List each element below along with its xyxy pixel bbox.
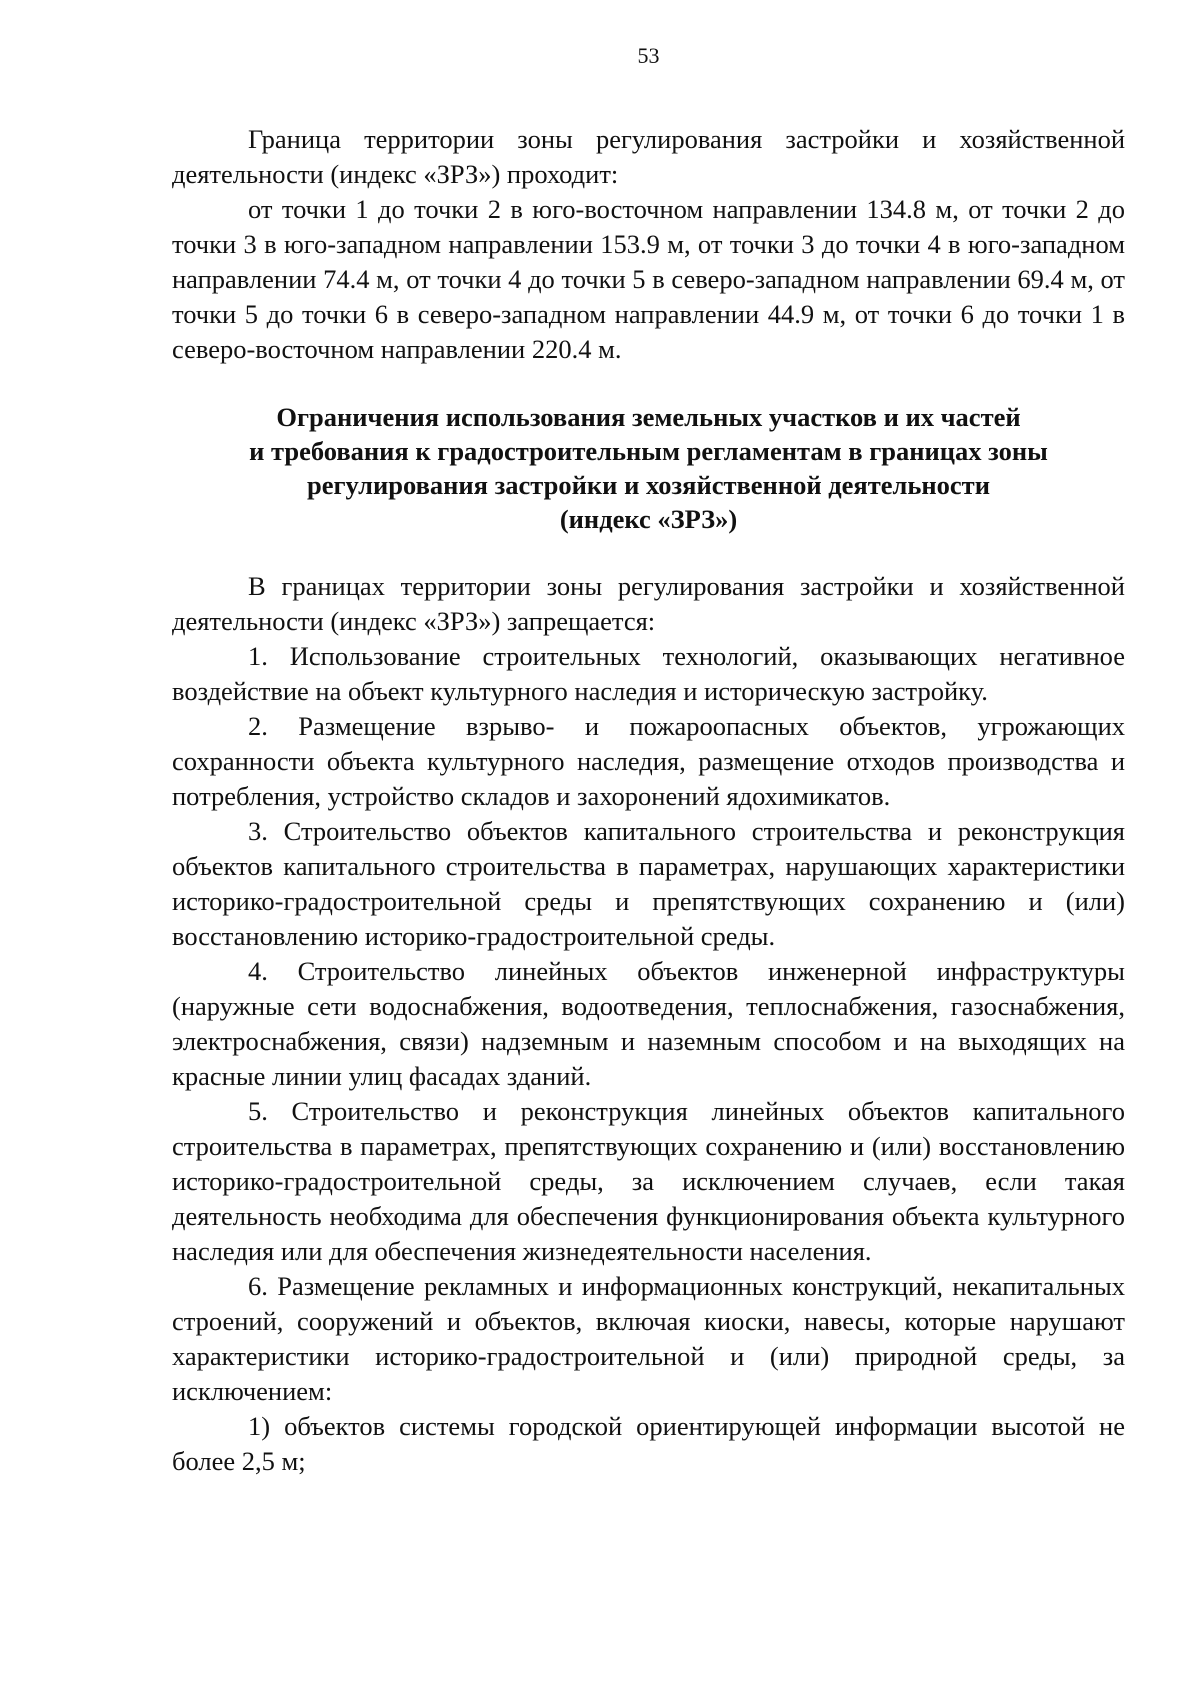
prohibition-item-4: 4. Строительство линейных объектов инженерной инфраструктуры (наружные сети водоснабжения, водоотведения, теплоснабжения, газоснабжения, электроснабжения, связи) надземным и наземным способом и на выходящих на красные линии улиц фасадах зданий. [172,956,1125,1091]
section-heading-line: регулирования застройки и хозяйственной деятельности [307,470,990,500]
page-number: 53 [637,43,660,68]
prohibition-item-1: 1. Использование строительных технологий, оказывающих негативное воздействие на объект культурного наследия и историческую застройку. [172,641,1125,706]
section-heading-line: Ограничения использования земельных участков и их частей [276,402,1021,432]
section-heading-line: и требования к градостроительным регламентам в границах зоны [249,436,1048,466]
prohibition-item-2: 2. Размещение взрыво- и пожароопасных объектов, угрожающих сохранности объекта культурного наследия, размещение отходов производства и потребления, устройство складов и захоронений ядохимикатов. [172,711,1125,811]
prohibitions-intro-paragraph: В границах территории зоны регулирования застройки и хозяйственной деятельности (индекс «ЗРЗ») запрещается: [172,571,1125,636]
boundary-points-paragraph: от точки 1 до точки 2 в юго-восточном направлении 134.8 м, от точки 2 до точки 3 в юго-западном направлении 153.9 м, от точки 3 до точки 4 в юго-западном направлении 74.4 м, от точки 4 до точки 5 в северо-западном направлении 69.4 м, от точки 5 до точки 6 в северо-западном направлении 44.9 м, от точки 6 до точки 1 в северо-восточном направлении 220.4 м. [172,194,1125,364]
section-heading-line: (индекс «ЗРЗ») [559,504,738,534]
prohibition-subitem-1: 1) объектов системы городской ориентирующей информации высотой не более 2,5 м; [172,1411,1125,1476]
section-heading [172,400,1125,536]
prohibition-item-5: 5. Строительство и реконструкция линейных объектов капитального строительства в параметрах, препятствующих сохранению и (или) восстановлению историко-градостроительной среды, за исключением случаев, если такая деятельность необходима для обеспечения функционирования объекта культурного наследия или для обеспечения жизнедеятельности населения. [172,1096,1125,1266]
prohibition-item-3: 3. Строительство объектов капитального строительства и реконструкция объектов капитального строительства в параметрах, нарушающих характеристики историко-градостроительной среды и препятствующих сохранению и (или) восстановлению историко-градостроительной среды. [172,816,1125,951]
document-body [172,122,1125,1479]
boundary-intro-paragraph: Граница территории зоны регулирования застройки и хозяйственной деятельности (индекс «ЗРЗ») проходит: [172,124,1125,189]
prohibition-item-6: 6. Размещение рекламных и информационных конструкций, некапитальных строений, сооружений и объектов, включая киоски, навесы, которые нарушают характеристики историко-градостроительной и (или) природной среды, за исключением: [172,1271,1125,1406]
